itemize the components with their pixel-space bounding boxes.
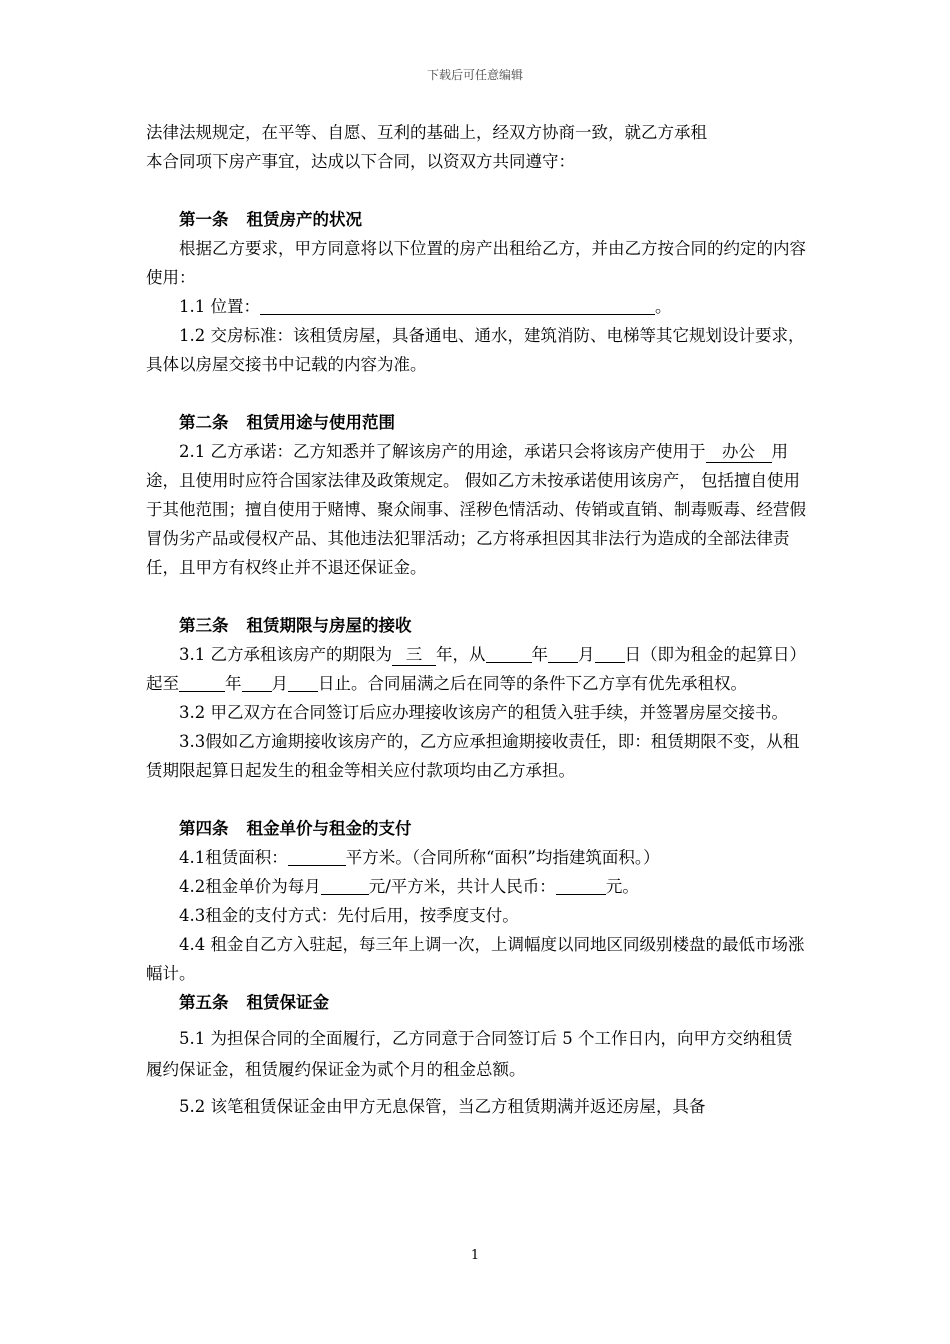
start-day-unit: 日 [624, 645, 641, 664]
article-2-text-b: 用途，且使用时应符合国家法律及政策规定。 假如乙方未按承诺使用该房产， 包括擅自使用于其他范围；擅自使用于赌博、聚众闹事、淫秽色情活动、传销或直销、制毒贩毒、经营假冒伪劣产品或侵权产品、其他违法犯罪活动；乙方将承担因其非法行为造成的全部法律责任，且甲方有权终止并不退还保证金。 [146, 442, 806, 577]
price-label: 4.2租金单价为每月 [179, 877, 321, 896]
start-month-unit: 月 [578, 645, 595, 664]
article-5-paragraph-1: 5.1 为担保合同的全面履行，乙方同意于合同签订后 5 个工作日内，向甲方交纳租赁履约保证金，租赁履约保证金为贰个月的租金总额。 [146, 1029, 793, 1079]
usage-blank[interactable]: 办公 [706, 442, 772, 463]
article-5-number: 第五条 [179, 993, 229, 1012]
article-5-paragraph-2: 5.2 该笔租赁保证金由甲方无息保管，当乙方租赁期满并返还房屋，具备 [179, 1097, 706, 1116]
term-text-b: 年，从 [436, 645, 486, 664]
article-2-title: 租赁用途与使用范围 [246, 413, 395, 432]
total-rent-blank[interactable] [556, 876, 606, 895]
page-header: 下载后可任意编辑 [426, 68, 523, 82]
article-5-heading [146, 988, 806, 1017]
location-blank[interactable] [260, 296, 655, 315]
article-2-number: 第二条 [179, 413, 229, 432]
article-3-paragraph-3: 3.3假如乙方逾期接收该房产的，乙方应承担逾期接收责任，即：租赁期限不变，从租赁期限起算日起发生的租金等相关应付款项均由乙方承担。 [146, 732, 800, 780]
intro-line-1: 法律法规规定，在平等、自愿、互利的基础上，经双方协商一致，就乙方承租 [146, 123, 707, 142]
total-unit: 元。 [605, 877, 639, 896]
article-2-paragraph-1 [146, 437, 806, 582]
end-year-blank[interactable] [179, 673, 225, 692]
article-1-paragraph-1: 根据乙方要求，甲方同意将以下位置的房产出租给乙方，并由乙方按合同的约定的内容使用： [146, 239, 806, 287]
article-2-heading [146, 408, 806, 437]
article-4-title: 租金单价与租金的支付 [246, 819, 412, 838]
article-4-paragraph-3: 4.3租金的支付方式：先付后用，按季度支付。 [179, 906, 519, 925]
article-4-paragraph-4: 4.4 租金自乙方入驻起，每三年上调一次，上调幅度以同地区同级别楼盘的最低市场涨幅计。 [146, 935, 805, 983]
unit-price-blank[interactable] [321, 876, 369, 895]
article-3-paragraph-1 [146, 640, 806, 698]
start-month-blank[interactable] [548, 644, 578, 663]
page-number: 1 [470, 1248, 480, 1263]
article-1-heading [146, 205, 806, 234]
article-5-title: 租赁保证金 [246, 993, 329, 1012]
term-text-c: （即为租金的起算日）起至 [146, 645, 806, 693]
article-3-heading [146, 611, 806, 640]
article-1-number: 第一条 [179, 210, 229, 229]
article-2-text-a: 2.1 乙方承诺：乙方知悉并了解该房产的用途，承诺只会将该房产使用于 [179, 442, 706, 461]
article-1-location-line [146, 292, 806, 321]
start-year-blank[interactable] [486, 644, 532, 663]
term-text-d: 日止。合同届满之后在同等的条件下乙方享有优先承租权。 [318, 674, 747, 693]
article-4-price-line [146, 872, 806, 901]
article-1-paragraph-3: 1.2 交房标准：该租赁房屋，具备通电、通水，建筑消防、电梯等其它规划设计要求，具体以房屋交接书中记载的内容为准。 [146, 326, 805, 374]
end-month-blank[interactable] [242, 673, 272, 692]
term-years-blank[interactable]: 三 [392, 645, 436, 666]
document-body [146, 118, 806, 1122]
article-4-area-line [146, 843, 806, 872]
end-year-unit: 年 [225, 674, 242, 693]
start-year-unit: 年 [531, 645, 548, 664]
intro-line-2: 本合同项下房产事宜，达成以下合同，以资双方共同遵守： [146, 152, 575, 171]
article-3-paragraph-2: 3.2 甲乙双方在合同签订后应办理接收该房产的租赁入驻手续，并签署房屋交接书。 [179, 703, 788, 722]
location-label: 1.1 位置： [179, 297, 260, 316]
end-day-blank[interactable] [288, 673, 318, 692]
article-3-number: 第三条 [179, 616, 229, 635]
location-end: 。 [655, 297, 672, 316]
area-label: 4.1租赁面积： [179, 848, 288, 867]
end-month-unit: 月 [271, 674, 288, 693]
article-4-number: 第四条 [179, 819, 229, 838]
start-day-blank[interactable] [595, 644, 625, 663]
area-unit-note: 平方米。（合同所称“面积”均指建筑面积。） [345, 848, 660, 867]
term-text-a: 3.1 乙方承租该房产的期限为 [179, 645, 392, 664]
article-4-heading [146, 814, 806, 843]
area-blank[interactable] [288, 847, 346, 866]
article-3-title: 租赁期限与房屋的接收 [246, 616, 412, 635]
price-unit: 元/平方米，共计人民币： [368, 877, 556, 896]
article-1-title: 租赁房产的状况 [246, 210, 362, 229]
